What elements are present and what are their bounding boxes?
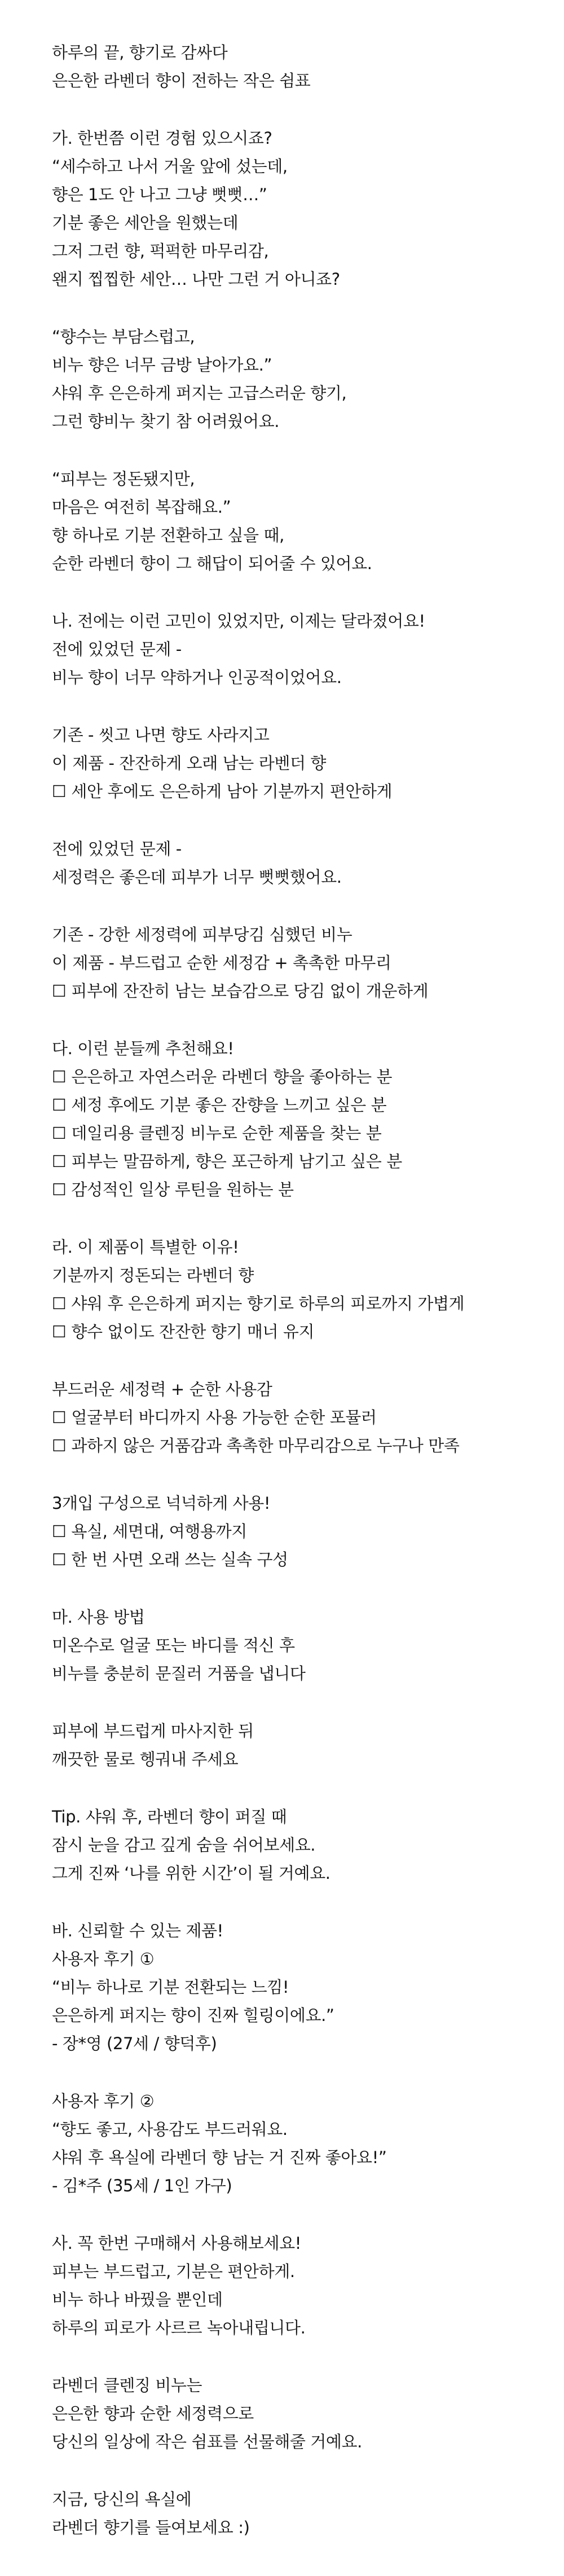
- text-line: - 김*주 (35세 / 1인 가구): [52, 2176, 232, 2195]
- text-line: 기존 - 강한 세정력에 피부당김 심했던 비누: [52, 925, 352, 944]
- text-line: 은은한 라벤더 향이 전하는 작은 쉼표: [52, 71, 311, 90]
- text-paragraph: [52, 607, 537, 692]
- text-line: 잠시 눈을 감고 깊게 숨을 쉬어보세요.: [52, 1835, 316, 1855]
- text-line: 샤워 후 욕실에 라벤더 향 남는 거 진짜 좋아요!”: [52, 2148, 387, 2167]
- text-line: 마. 사용 방법: [52, 1608, 145, 1627]
- text-line: ☐ 한 번 사면 오래 쓰는 실속 구성: [52, 1550, 288, 1569]
- text-line: 사. 꼭 한번 구매해서 사용해보세요!: [52, 2234, 301, 2253]
- text-paragraph: [52, 1375, 537, 1460]
- text-line: 하루의 끝, 향기로 감싸다: [52, 43, 228, 62]
- text-line: 피부는 부드럽고, 기분은 편안하게.: [52, 2262, 295, 2281]
- text-paragraph: [52, 1603, 537, 1688]
- text-paragraph: [52, 1917, 537, 2058]
- text-line: 비누 향은 너무 금방 날아가요.”: [52, 355, 272, 375]
- text-line: ☐ 피부에 잔잔히 남는 보습감으로 당김 없이 개운하게: [52, 981, 429, 1001]
- text-line: 샤워 후 은은하게 퍼지는 고급스러운 향기,: [52, 384, 347, 403]
- text-line: ☐ 피부는 말끔하게, 향은 포근하게 남기고 싶은 분: [52, 1152, 402, 1171]
- text-line: - 장*영 (27세 / 향덕후): [52, 2034, 217, 2053]
- text-paragraph: [52, 2229, 537, 2342]
- text-paragraph: [52, 1803, 537, 1887]
- text-paragraph: [52, 2485, 537, 2542]
- text-line: 3개입 구성으로 넉넉하게 사용!: [52, 1494, 271, 1513]
- text-line: ☐ 감성적인 일상 루틴을 원하는 분: [52, 1180, 294, 1199]
- text-line: 기분 좋은 세안을 원했는데: [52, 213, 239, 232]
- text-line: ☐ 얼굴부터 바디까지 사용 가능한 순한 포뮬러: [52, 1408, 377, 1427]
- text-line: ☐ 세정 후에도 기분 좋은 잔향을 느끼고 싶은 분: [52, 1095, 387, 1115]
- text-line: 비누를 충분히 문질러 거품을 냅니다: [52, 1664, 306, 1683]
- text-line: 깨끗한 물로 헹궈내 주세요: [52, 1750, 239, 1769]
- product-description-document: [52, 38, 537, 2571]
- text-line: 전에 있었던 문제 -: [52, 640, 182, 659]
- text-paragraph: [52, 38, 537, 95]
- text-line: 그게 진짜 ‘나를 위한 시간’이 될 거예요.: [52, 1864, 331, 1883]
- text-line: 은은하게 퍼지는 향이 진짜 힐링이에요.”: [52, 2006, 334, 2025]
- text-line: 라. 이 제품이 특별한 이유!: [52, 1238, 239, 1257]
- text-line: 순한 라벤더 향이 그 해답이 되어줄 수 있어요.: [52, 554, 372, 573]
- text-line: 지금, 당신의 욕실에: [52, 2490, 192, 2509]
- text-line: 하루의 피로가 사르르 녹아내립니다.: [52, 2318, 306, 2337]
- text-line: ☐ 데일리용 클렌징 비누로 순한 제품을 찾는 분: [52, 1124, 382, 1143]
- text-line: 은은한 향과 순한 세정력으로: [52, 2404, 254, 2423]
- text-line: ☐ 과하지 않은 거품감과 촉촉한 마무리감으로 누구나 만족: [52, 1436, 460, 1455]
- text-line: 왠지 찝찝한 세안… 나만 그런 거 아니죠?: [52, 270, 340, 289]
- text-paragraph: [52, 323, 537, 435]
- text-paragraph: [52, 2371, 537, 2456]
- text-line: 이 제품 - 부드럽고 순한 세정감 + 촉촉한 마무리: [52, 953, 391, 972]
- text-line: ☐ 샤워 후 은은하게 퍼지는 향기로 하루의 피로까지 가볍게: [52, 1294, 465, 1313]
- text-paragraph: [52, 1717, 537, 1773]
- text-line: 라벤더 클렌징 비누는: [52, 2376, 202, 2395]
- text-line: 전에 있었던 문제 -: [52, 839, 182, 858]
- text-line: 그저 그런 향, 퍽퍽한 마무리감,: [52, 241, 269, 261]
- text-line: 비누 하나 바꿨을 뿐인데: [52, 2290, 223, 2309]
- text-line: 세정력은 좋은데 피부가 너무 뻣뻣했어요.: [52, 868, 342, 887]
- text-line: 사용자 후기 ①: [52, 1949, 155, 1969]
- text-line: 향은 1도 안 나고 그냥 뻣뻣…”: [52, 185, 267, 204]
- text-line: ☐ 향수 없이도 잔잔한 향기 매너 유지: [52, 1322, 315, 1341]
- text-line: “향도 좋고, 사용감도 부드러워요.: [52, 2120, 288, 2139]
- text-paragraph: [52, 835, 537, 891]
- text-line: ☐ 욕실, 세면대, 여행용까지: [52, 1522, 247, 1541]
- text-line: “향수는 부담스럽고,: [52, 327, 195, 346]
- text-paragraph: [52, 721, 537, 805]
- text-paragraph: [52, 2087, 537, 2200]
- text-line: 라벤더 향기를 들여보세요 :): [52, 2518, 250, 2537]
- text-line: ☐ 세안 후에도 은은하게 남아 기분까지 편안하게: [52, 782, 393, 801]
- text-line: 기존 - 씻고 나면 향도 사라지고: [52, 725, 270, 745]
- text-paragraph: [52, 124, 537, 293]
- text-line: 가. 한번쯤 이런 경험 있으시죠?: [52, 129, 272, 148]
- text-line: 미온수로 얼굴 또는 바디를 적신 후: [52, 1636, 295, 1655]
- text-line: 마음은 여전히 복잡해요.”: [52, 497, 231, 517]
- text-paragraph: [52, 1034, 537, 1204]
- text-line: 당신의 일상에 작은 쉼표를 선물해줄 거예요.: [52, 2432, 362, 2451]
- text-line: 나. 전에는 이런 고민이 있었지만, 이제는 달라졌어요!: [52, 611, 425, 631]
- text-line: “비누 하나로 기분 전환되는 느낌!: [52, 1978, 289, 1997]
- text-line: 그런 향비누 찾기 참 어려웠어요.: [52, 412, 280, 431]
- text-line: 피부에 부드럽게 마사지한 뒤: [52, 1721, 254, 1741]
- text-paragraph: [52, 1233, 537, 1346]
- text-line: “세수하고 나서 거울 앞에 섰는데,: [52, 157, 288, 176]
- text-paragraph: [52, 921, 537, 1005]
- text-line: 이 제품 - 잔잔하게 오래 남는 라벤더 향: [52, 754, 327, 773]
- text-line: 사용자 후기 ②: [52, 2091, 155, 2111]
- text-line: “피부는 정돈됐지만,: [52, 469, 195, 488]
- text-line: 다. 이런 분들께 추천해요!: [52, 1039, 234, 1058]
- text-line: 비누 향이 너무 약하거나 인공적이었어요.: [52, 668, 342, 687]
- text-line: ☐ 은은하고 자연스러운 라벤더 향을 좋아하는 분: [52, 1067, 393, 1086]
- text-paragraph: [52, 1489, 537, 1574]
- text-line: Tip. 샤워 후, 라벤더 향이 퍼질 때: [52, 1807, 287, 1826]
- text-line: 바. 신뢰할 수 있는 제품!: [52, 1921, 223, 1940]
- text-line: 기분까지 정돈되는 라벤더 향: [52, 1266, 254, 1285]
- text-line: 향 하나로 기분 전환하고 싶을 때,: [52, 526, 284, 545]
- text-paragraph: [52, 465, 537, 578]
- text-line: 부드러운 세정력 + 순한 사용감: [52, 1380, 272, 1399]
